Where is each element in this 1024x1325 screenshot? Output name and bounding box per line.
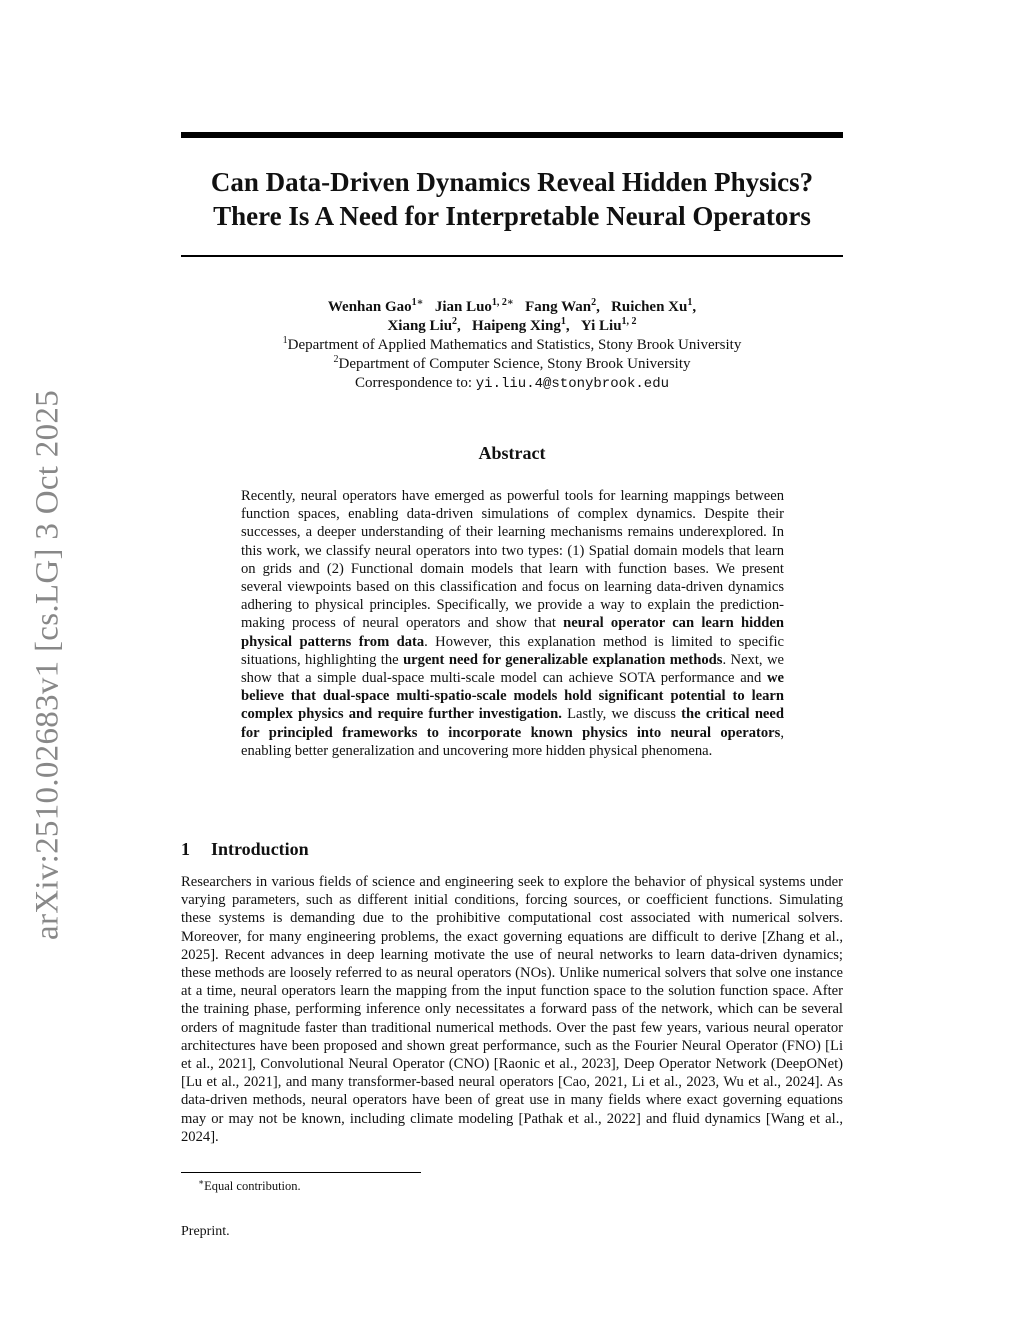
title-top-rule — [181, 132, 843, 138]
author-name: Fang Wan — [525, 299, 592, 315]
author-name: Wenhan Gao — [327, 299, 412, 315]
author-name: Ruichen Xu — [611, 299, 688, 315]
correspondence-label: Correspondence to: — [354, 375, 473, 391]
paper-title — [181, 165, 843, 233]
introduction-paragraph: Researchers in various fields of science and engineering seek to explore the behavior of physical systems under varying parameters, such as different initial conditions, forcing sources, or coefficient functions. Simulating these systems is demanding due to the prohibitive computational cost associated with numerical solvers. Moreover, for many engineering problems, the exact governing equations are difficult to derive [Zhang et al., 2025]. Recent advances in deep learning motivate the use of neural networks to learn data-driven dynamics; these methods are loosely referred to as neural operators (NOs). Unlike numerical solvers that solve one instance at a time, neural operators learn the mapping from the input function space to the solution function space. After the training phase, performing inference only necessitates a forward pass of the network, which can be several orders of magnitude faster than traditional numerical methods. Over the past few years, various neural operator architectures have been proposed and shown great performance, such as the Fourier Neural Operator (FNO) [Li et al., 2021], Convolutional Neural Operator (CNO) [Raonic et al., 2023], Deep Operator Network (DeepONet) [Lu et al., 2021], and many transformer-based neural operators [Cao, 2021, Li et al., 2023, Wu et al., 2024]. As data-driven methods, neural operators have been of great use in many fields where exact governing equations may or may not be known, including climate modeling [Pathak et al., 2022] and fluid dynamics [Wang et al., 2024]. — [181, 874, 843, 1145]
footnote-mark: ∗ — [198, 1177, 205, 1187]
equal-contribution-mark: ∗ — [506, 297, 514, 308]
affiliation-mark: 1 — [411, 297, 417, 308]
affiliation-mark: 1 — [560, 316, 566, 327]
author-name: Yi Liu — [580, 318, 622, 334]
section-title: Introduction — [211, 839, 309, 859]
correspondence — [181, 374, 843, 394]
author-block — [181, 298, 843, 394]
affiliation-mark: 2 — [591, 297, 597, 308]
affiliation-1: $^1$Department of Applied Mathematics and Statistics, Stony Brook University — [282, 335, 742, 353]
abstract-emphasis: we believe that dual-space multi-spatio-scale models hold significant potential to learn complex physics and require further investigation. — [241, 670, 784, 723]
section-heading — [181, 839, 309, 860]
footnote-text: Equal contribution. — [204, 1179, 301, 1194]
abstract-body: Recently, neural operators have emerged as powerful tools for learning mappings between function spaces, enabling data-driven simulations of complex dynamics. Despite their successes, a deeper understanding of their learning mechanisms remains underexplored. In this work, we classify neural operators into two types: (1) Spatial domain models that learn on grids and (2) Functional domain models that learn with function bases. We present several viewpoints based on this classification and focus on learning data-driven dynamics adhering to physical principles. Specifically, we provide a way to explain the prediction-making process of neural operators and show that neural operator can learn hidden physical patterns from data. However, this explanation method is limited to specific situations, highlighting the urgent need for generalizable explanation methods. Next, we show that a simple dual-space multi-scale model can achieve SOTA performance and we believe that dual-space multi-spatio-scale models hold significant potential to learn complex physics and require further investigation. Lastly, we discuss the critical need for principled frameworks to incorporate known physics into neural operators, enabling better generalization and uncovering more hidden physical phenomena. — [241, 488, 785, 759]
title-line-1: Can Data-Driven Dynamics Reveal Hidden Physics? — [210, 167, 814, 197]
title-line-2: There Is A Need for Interpretable Neural Operators — [213, 201, 811, 231]
abstract-emphasis: neural operator can learn hidden physical patterns from data — [241, 615, 784, 650]
author-name: Xiang Liu — [387, 318, 453, 334]
footnote-rule — [181, 1172, 421, 1173]
equal-contribution-mark: ∗ — [416, 297, 424, 308]
affiliation-mark: 1 — [687, 297, 693, 308]
affiliation-mark: 1, 2 — [491, 297, 507, 308]
abstract-heading: Abstract — [478, 443, 546, 463]
abstract-emphasis: urgent need for generalizable explanation methods — [403, 651, 723, 668]
author-name: Haipeng Xing — [472, 318, 561, 334]
author-list: Wenhan Gao$^{1∗}$ Jian Luo$^{1, 2∗}$ Fang Wan$^2$, Ruichen Xu$^1$, Xiang Liu$^2$, Haipeng Xing$^1$, Yi Liu$^{1, 2}$ — [327, 297, 697, 334]
preprint-label: Preprint. — [181, 1224, 230, 1239]
arxiv-identifier[interactable]: arXiv:2510.02683v1 [cs.LG] 3 Oct 2025 — [29, 389, 66, 941]
abstract-emphasis: the critical need for principled frameworks to incorporate known physics into neural operators — [241, 706, 785, 741]
footnote — [198, 1177, 301, 1194]
author-name: Jian Luo — [434, 299, 492, 315]
title-bottom-rule — [181, 255, 843, 257]
section-number: 1 — [181, 839, 190, 859]
affiliation-mark: 2 — [452, 316, 458, 327]
affiliation-2: $^2$Department of Computer Science, Stony Brook University — [333, 354, 691, 372]
affiliation-mark: 1, 2 — [621, 316, 637, 327]
correspondence-email[interactable]: yi.liu.4@stonybrook.edu — [475, 376, 670, 392]
